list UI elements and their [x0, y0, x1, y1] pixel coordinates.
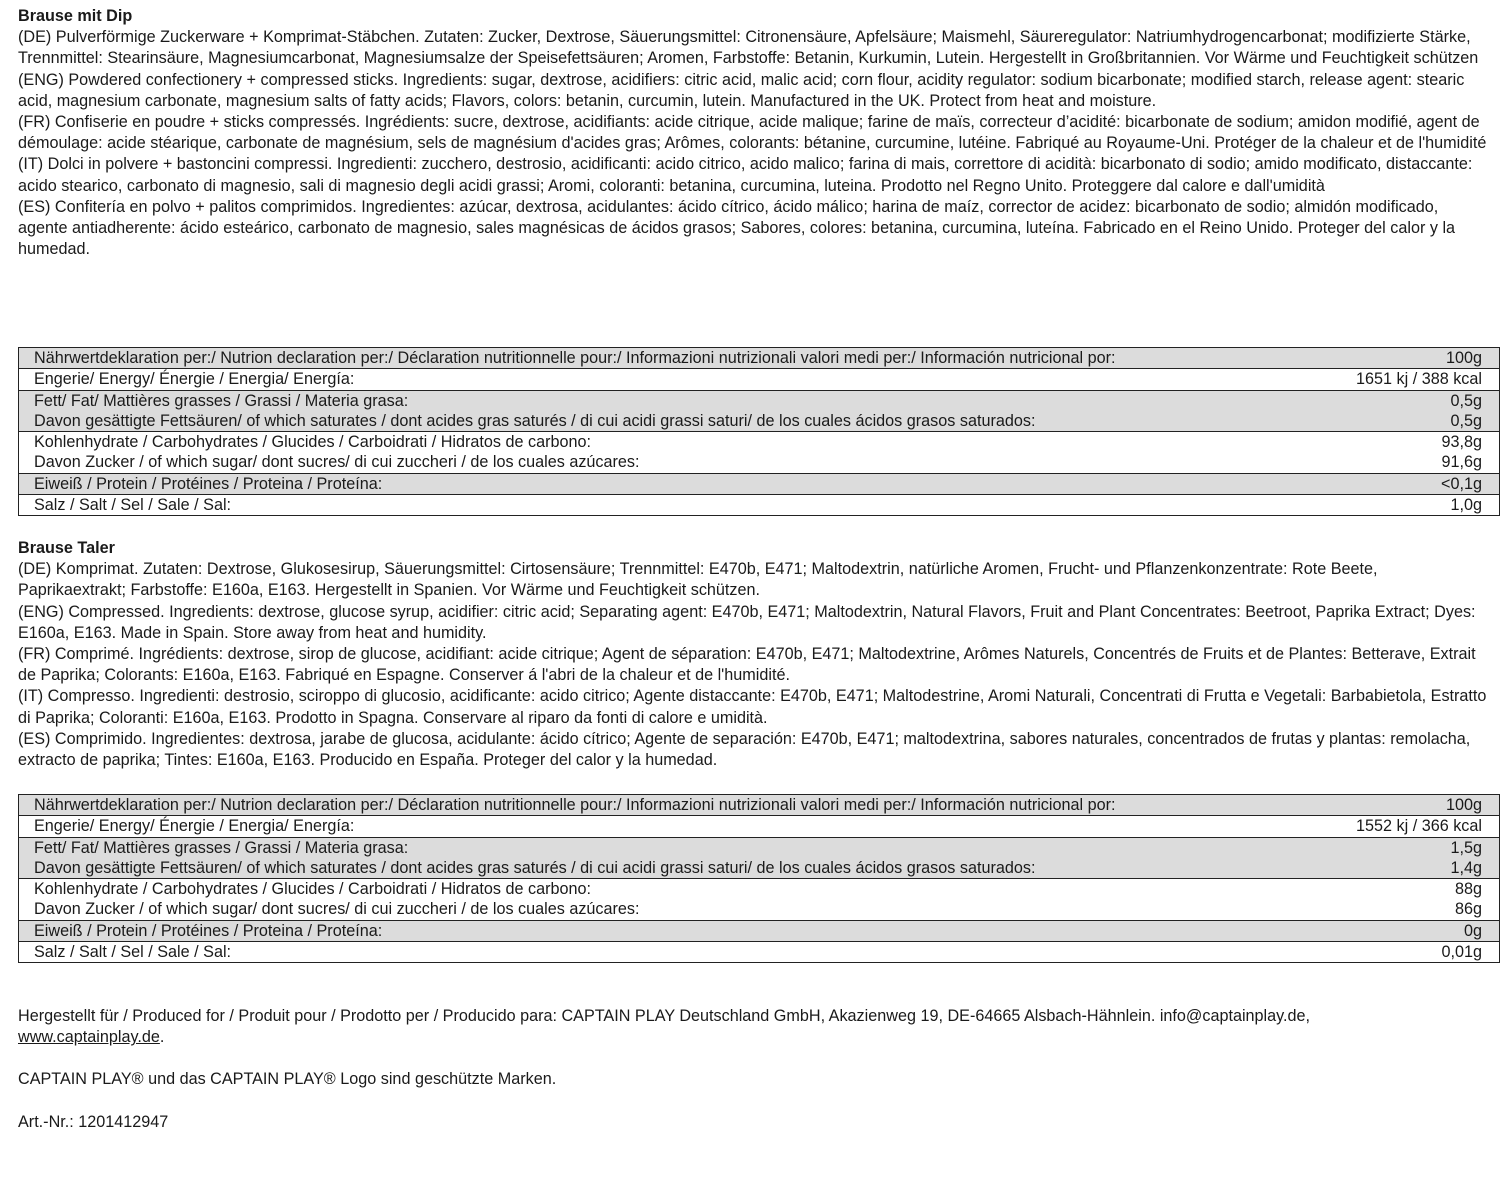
nutrition-protein-row [19, 920, 1499, 941]
nutrition-header-label: Nährwertdeklaration per:/ Nutrion declaration per:/ Déclaration nutritionnelle pour:/ Informazioni nutrizionali valori medi per:/ Información nutricional por: [34, 796, 1116, 814]
website-link[interactable]: www.captainplay.de [18, 1028, 160, 1047]
nutrition-salt-row [19, 494, 1499, 515]
product-2-title: Brause Taler [18, 539, 115, 557]
carbs-value: 88g [1454, 880, 1482, 899]
nutrition-header-row [19, 348, 1499, 368]
carbs-value: 93,8g [1441, 433, 1482, 452]
article-number: Art.-Nr.: 1201412947 [18, 1113, 169, 1131]
salt-label: Salz / Salt / Sel / Sale / Sal: [34, 496, 232, 515]
saturates-value: 1,4g [1450, 858, 1482, 877]
product-2-text-fr: (FR) Comprimé. Ingrédients: dextrose, sirop de glucose, acidifiant: acide citrique; Agent de séparation: E470b, E471; Maltodextrine, Arômes Naturels, Concentrés de Fruits et de Plantes: Betterave, Extrait de Paprika; Colorants: E160a, E163. Fabriqué en Espagne. Conserver á l'abri de la chaleur et de l'humidité. [18, 645, 1476, 685]
fat-label: Fett/ Fat/ Mattières grasses / Grassi / Materia grasa: [34, 838, 409, 857]
salt-value: 0,01g [1441, 943, 1482, 962]
sugar-value: 91,6g [1441, 453, 1482, 472]
nutrition-protein-row [19, 473, 1499, 494]
produced-for-text: Hergestellt für / Produced for / Produit pour / Prodotto per / Producido para: CAPTAIN PLAY Deutschland GmbH, Akazienweg 19, DE-64665 Alsbach-Hähnlein. info@captainplay.de, [18, 1007, 1311, 1025]
product-2-nutrition-table [18, 794, 1500, 963]
protein-label: Eiweiß / Protein / Protéines / Proteina / Proteína: [34, 474, 383, 493]
nutrition-header-label: Nährwertdeklaration per:/ Nutrion declaration per:/ Déclaration nutritionnelle pour:/ Informazioni nutrizionali valori medi per:/ Información nutricional por: [34, 349, 1116, 367]
product-1-text-fr: (FR) Confiserie en poudre + sticks compressés. Ingrédients: sucre, dextrose, acidifiants: acide citrique, acide malique; farine de maïs, correcteur d’acidité: bicarbonate de sodium; amidon modifié, agent de démoulage: acide stéarique, carbonate de magnésium, sels de magnésium d'acides gras; Arômes, colorants: bétanine, curcumine, lutéine. Fabriqué au Royaume-Uni. Protéger de la chaleur et de l'humidité [18, 113, 1487, 153]
manufacturer-info [18, 1006, 1488, 1048]
energy-label: Engerie/ Energy/ Énergie / Energia/ Energía: [34, 370, 355, 389]
fat-label: Fett/ Fat/ Mattières grasses / Grassi / Materia grasa: [34, 391, 409, 410]
saturates-label: Davon gesättigte Fettsäuren/ of which saturates / dont acides gras saturés / di cui acidi grassi saturi/ de los cuales ácidos grasos saturados: [34, 411, 1036, 430]
sugar-label: Davon Zucker / of which sugar/ dont sucres/ di cui zuccheri / de los cuales azúcares: [34, 453, 640, 472]
product-1-text-de: (DE) Pulverförmige Zuckerware + Komprimat-Stäbchen. Zutaten: Zucker, Dextrose, Säuerungsmittel: Citronensäure, Apfelsäure; Maismehl, Säureregulator: Natriumhydrogencarbonat; modifizierte Stärke, Trennmittel: Stearinsäure, Magnesiumcarbonat, Magnesiumsalze der Speisefettsäuren; Aromen, Farbstoffe: Betanin, Kurkumin, Lutein. Hergestellt in Großbritannien. Vor Wärme und Feuchtigkeit schützen [18, 28, 1479, 68]
carbs-label: Kohlenhydrate / Carbohydrates / Glucides / Carboidrati / Hidratos de carbono: [34, 433, 591, 452]
salt-label: Salz / Salt / Sel / Sale / Sal: [34, 943, 232, 962]
product-1-nutrition-table [18, 347, 1500, 516]
sugar-label: Davon Zucker / of which sugar/ dont sucres/ di cui zuccheri / de los cuales azúcares: [34, 900, 640, 919]
nutrition-carbs-group [19, 431, 1499, 473]
nutrition-fat-group [19, 390, 1499, 432]
product-1-title: Brause mit Dip [18, 7, 133, 25]
fat-value: 1,5g [1450, 838, 1482, 857]
nutrition-header-row [19, 795, 1499, 815]
saturates-label: Davon gesättigte Fettsäuren/ of which saturates / dont acides gras saturés / di cui acidi grassi saturi/ de los cuales ácidos grasos saturados: [34, 858, 1036, 877]
product-1-text-it: (IT) Dolci in polvere + bastoncini compressi. Ingredienti: zucchero, destrosio, acidificanti: acido citrico, acido malico; farina di mais, correttore di acidità: bicarbonato di sodio; amido modificato, distaccante: acido stearico, carbonato di magnesio, sali di magnesio degli acidi grassi; Aromi, coloranti: betanina, curcumina, luteina. Prodotto nel Regno Unito. Proteggere dal calore e dall'umidità [18, 155, 1473, 195]
protein-value: <0,1g [1441, 474, 1482, 493]
trademark-notice: CAPTAIN PLAY® und das CAPTAIN PLAY® Logo sind geschützte Marken. [18, 1070, 557, 1088]
product-2-text-es: (ES) Comprimido. Ingredientes: dextrosa, jarabe de glucosa, acidulante: ácido cítrico; Agente de separación: E470b, E471; maltodextrina, sabores naturales, concentrados de frutas y plantas: remolacha, extracto de paprika; Tintes: E160a, E163. Producido en España. Proteger del calor y la humedad. [18, 729, 1471, 770]
salt-value: 1,0g [1450, 496, 1482, 515]
carbs-label: Kohlenhydrate / Carbohydrates / Glucides / Carboidrati / Hidratos de carbono: [34, 880, 591, 899]
energy-value: 1552 kj / 366 kcal [1356, 817, 1482, 836]
nutrition-carbs-group [19, 878, 1499, 920]
nutrition-header-value: 100g [1445, 349, 1482, 367]
website-suffix: . [159, 1028, 165, 1047]
protein-label: Eiweiß / Protein / Protéines / Proteina / Proteína: [34, 921, 383, 940]
nutrition-energy-row [19, 368, 1499, 389]
product-2-text-de: (DE) Komprimat. Zutaten: Dextrose, Glukosesirup, Säuerungsmittel: Cirtosensäure; Trennmittel: E470b, E471; Maltodextrin, natürliche Aromen, Frucht- und Pflanzenkonzentrate: Rote Beete, Paprikaextrakt; Farbstoffe: E160a, E163. Hergestellt in Spanien. Vor Wärme und Feuchtigkeit schützen. [18, 560, 1378, 600]
nutrition-salt-row [19, 941, 1499, 962]
saturates-value: 0,5g [1450, 411, 1482, 430]
fat-value: 0,5g [1450, 391, 1482, 410]
product-1-text-en: (ENG) Powdered confectionery + compressed sticks. Ingredients: sugar, dextrose, acidifiers: citric acid, malic acid; corn flour, acidity regulator: sodium bicarbonate; modified starch, release agent: stearic acid, magnesium carbonate, magnesium salts of fatty acids; Flavors, colors: betanin, curcumin, lutein. Manufactured in the UK. Protect from heat and moisture. [18, 70, 1465, 110]
nutrition-header-value: 100g [1445, 796, 1482, 814]
energy-value: 1651 kj / 388 kcal [1356, 370, 1482, 389]
product-2-text-en: (ENG) Compressed. Ingredients: dextrose, glucose syrup, acidifier: citric acid; Separating agent: E470b, E471; Maltodextrin, Natural Flavors, Fruit and Plant Concentrates: Beetroot, Paprika Extract; Dyes: E160a, E163. Made in Spain. Store away from heat and humidity. [18, 602, 1476, 642]
nutrition-energy-row [19, 815, 1499, 836]
nutrition-fat-group [19, 837, 1499, 879]
energy-label: Engerie/ Energy/ Énergie / Energia/ Energía: [34, 817, 355, 836]
sugar-value: 86g [1454, 900, 1482, 919]
product-2-description [18, 538, 1488, 771]
product-2-text-it: (IT) Compresso. Ingredienti: destrosio, sciroppo di glucosio, acidificante: acido citrico; Agente distaccante: E470b, E471; Maltodestrine, Aromi Naturali, Concentrati di Frutta e Vegetali: Barbabietola, Estratto di Paprika; Coloranti: E160a, E163. Prodotto in Spagna. Conservare al riparo da fonti di calore e umidità. [18, 687, 1487, 727]
protein-value: 0g [1463, 921, 1482, 940]
product-1-text-es: (ES) Confitería en polvo + palitos comprimidos. Ingredientes: azúcar, dextrosa, acidulantes: ácido cítrico, ácido málico; harina de maíz, corrector de acidez: bicarbonato de sodio; almidón modificado, agente antiadherente: ácido esteárico, carbonato de magnesio, sales magnésicas de ácidos grasos; Sabores, colores: betanina, curcumina, luteína. Fabricado en el Reino Unido. Proteger del calor y la humedad. [18, 197, 1456, 259]
product-1-description [18, 6, 1488, 260]
